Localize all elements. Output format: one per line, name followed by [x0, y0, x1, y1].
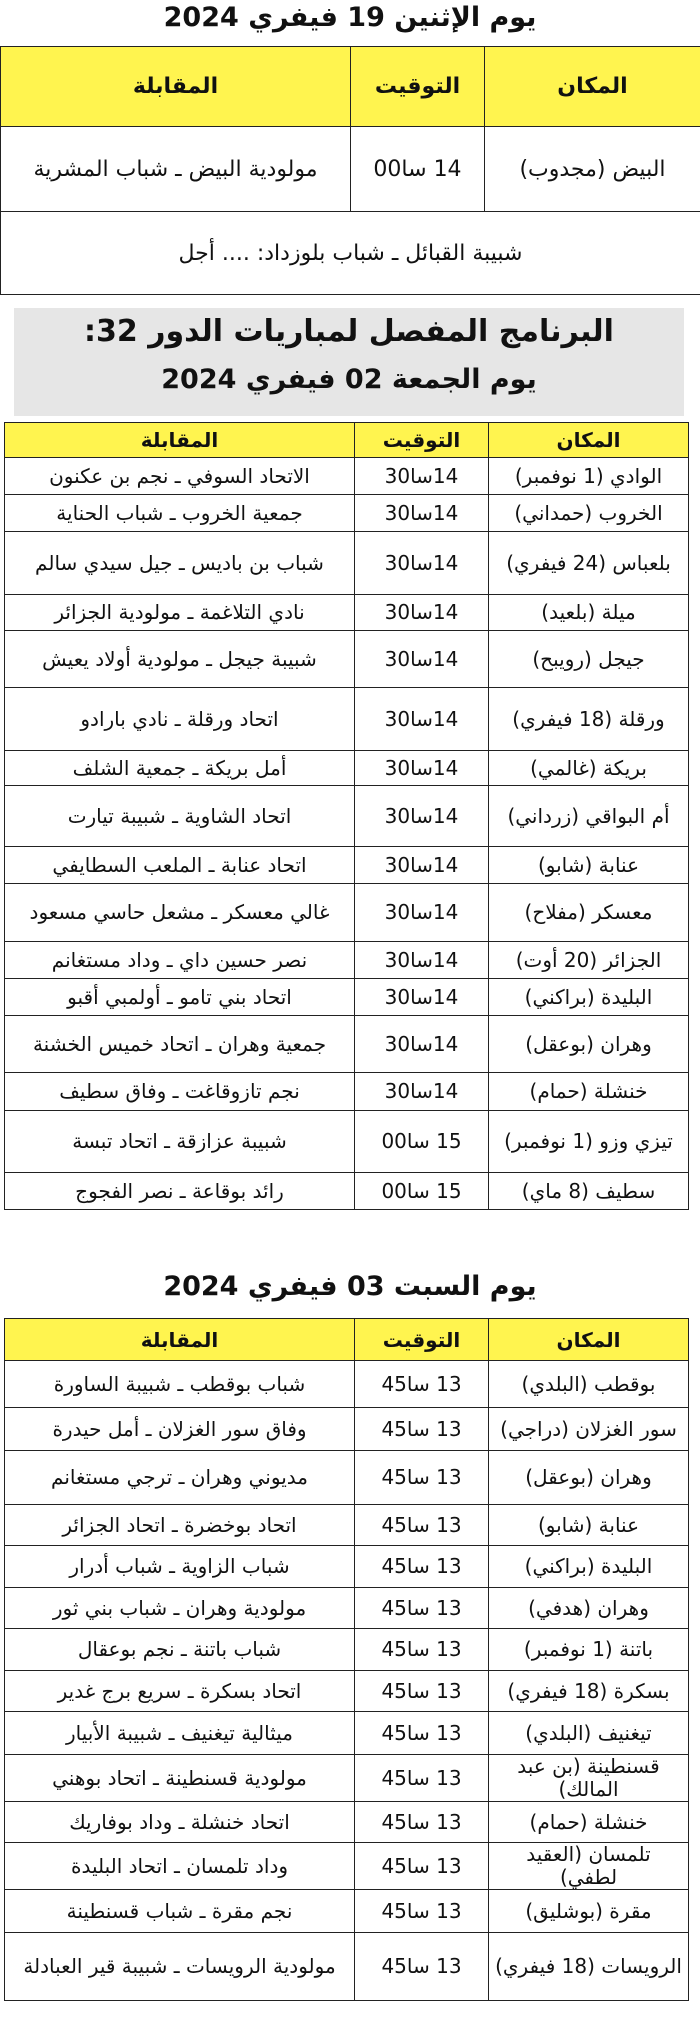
cell-place: قسنطينة (بن عبد المالك) [489, 1755, 689, 1802]
cell-time: 13 سا45 [355, 1843, 489, 1890]
cell-time: 14سا30 [355, 495, 489, 532]
cell-match: شباب بوقطب ـ شبيبة الساورة [5, 1361, 355, 1408]
cell-time: 14سا30 [355, 979, 489, 1016]
cell-match: مولودية قسنطينة ـ اتحاد بوهني [5, 1755, 355, 1802]
cell-place: بسكرة (18 فيفري) [489, 1671, 689, 1712]
header-place: المكان [489, 1319, 689, 1361]
cell-match: وداد تلمسان ـ اتحاد البليدة [5, 1843, 355, 1890]
cell-match: مديوني وهران ـ ترجي مستغانم [5, 1451, 355, 1505]
cell-place: تلمسان (العقيد لطفي) [489, 1843, 689, 1890]
cell-place: ورقلة (18 فيفري) [489, 688, 689, 751]
cell-match: نجم مقرة ـ شباب قسنطينة [5, 1890, 355, 1933]
cell-place: الوادي (1 نوفمبر) [489, 458, 689, 495]
table-row [5, 1361, 689, 1408]
header-match: المقابلة [5, 423, 355, 458]
cell-time: 13 سا45 [355, 1629, 489, 1671]
cell-place: البليدة (براكني) [489, 1546, 689, 1588]
cell-match: جمعية وهران ـ اتحاد خميس الخشنة [5, 1016, 355, 1073]
cell-place: أم البواقي (زرداني) [489, 786, 689, 847]
cell-time: 13 سا45 [355, 1712, 489, 1755]
cell-match: أمل بريكة ـ جمعية الشلف [5, 751, 355, 786]
cell-match: شبيبة جيجل ـ مولودية أولاد يعيش [5, 631, 355, 688]
table-row [5, 1016, 689, 1073]
cell-place: وهران (بوعقل) [489, 1451, 689, 1505]
cell-match: مولودية وهران ـ شباب بني ثور [5, 1588, 355, 1629]
cell-time: 14سا30 [355, 884, 489, 942]
cell-match: وفاق سور الغزلان ـ أمل حيدرة [5, 1408, 355, 1451]
table-row [5, 532, 689, 595]
cell-match: الاتحاد السوفي ـ نجم بن عكنون [5, 458, 355, 495]
cell-time: 14 سا00 [351, 127, 485, 212]
cell-match: شبيبة عزازقة ـ اتحاد تبسة [5, 1111, 355, 1173]
cell-place: سور الغزلان (دراجي) [489, 1408, 689, 1451]
postponed-note: شبيبة القبائل ـ شباب بلوزداد: .... أجل [1, 212, 700, 295]
cell-match: نجم تازوقاغت ـ وفاق سطيف [5, 1073, 355, 1111]
cell-match: مولودية البيض ـ شباب المشرية [1, 127, 351, 212]
cell-place: باتنة (1 نوفمبر) [489, 1629, 689, 1671]
cell-place: الرويسات (18 فيفري) [489, 1933, 689, 2001]
cell-time: 13 سا45 [355, 1933, 489, 2001]
table-row [5, 1755, 689, 1802]
cell-time: 14سا30 [355, 751, 489, 786]
cell-match: شباب الزاوية ـ شباب أدرار [5, 1546, 355, 1588]
cell-time: 13 سا45 [355, 1451, 489, 1505]
cell-place: الخروب (حمداني) [489, 495, 689, 532]
section3-table [4, 1318, 689, 2001]
cell-time: 14سا30 [355, 688, 489, 751]
table-row [5, 1629, 689, 1671]
cell-match: اتحاد خنشلة ـ وداد بوفاريك [5, 1802, 355, 1843]
table-row [5, 1111, 689, 1173]
cell-place: الجزائر (20 أوت) [489, 942, 689, 979]
cell-place: تيزي وزو (1 نوفمبر) [489, 1111, 689, 1173]
table-row [5, 786, 689, 847]
cell-time: 13 سا45 [355, 1671, 489, 1712]
table-row [5, 847, 689, 884]
table-row [5, 1802, 689, 1843]
cell-place: خنشلة (حمام) [489, 1802, 689, 1843]
table-row [5, 1890, 689, 1933]
cell-time: 15 سا00 [355, 1111, 489, 1173]
section1-table [0, 46, 700, 295]
cell-match: اتحاد عنابة ـ الملعب السطايفي [5, 847, 355, 884]
header-match: المقابلة [5, 1319, 355, 1361]
cell-place: البليدة (براكني) [489, 979, 689, 1016]
section3-title: يوم السبت 03 فيفري 2024 [163, 1271, 537, 1302]
cell-place: بلعباس (24 فيفري) [489, 532, 689, 595]
table-row [5, 1451, 689, 1505]
table-row [5, 1671, 689, 1712]
section2-heading-box [14, 308, 684, 416]
cell-time: 13 سا45 [355, 1588, 489, 1629]
cell-place: معسكر (مفلاح) [489, 884, 689, 942]
table-row [5, 751, 689, 786]
cell-time: 14سا30 [355, 532, 489, 595]
table-row [5, 884, 689, 942]
table-row [5, 1712, 689, 1755]
section2-title: يوم الجمعة 02 فيفري 2024 [161, 364, 537, 395]
table-row [5, 688, 689, 751]
cell-place: ميلة (بلعيد) [489, 595, 689, 631]
cell-place: جيجل (رويبح) [489, 631, 689, 688]
cell-match: اتحاد بني تامو ـ أولمبي أقبو [5, 979, 355, 1016]
header-place: المكان [489, 423, 689, 458]
cell-time: 13 سا45 [355, 1755, 489, 1802]
cell-place: عنابة (شابو) [489, 1505, 689, 1546]
cell-match: اتحاد ورقلة ـ نادي بارادو [5, 688, 355, 751]
cell-place: مقرة (بوشليق) [489, 1890, 689, 1933]
cell-match: مولودية الرويسات ـ شبيبة قير العبادلة [5, 1933, 355, 2001]
cell-match: اتحاد الشاوية ـ شبيبة تيارت [5, 786, 355, 847]
cell-place: بوقطب (البلدي) [489, 1361, 689, 1408]
cell-match: شباب باتنة ـ نجم بوعقال [5, 1629, 355, 1671]
table-row [5, 1505, 689, 1546]
header-place: المكان [485, 47, 700, 127]
table-row [1, 127, 700, 212]
table-row [5, 942, 689, 979]
cell-match: ميثالية تيغنيف ـ شبيبة الأبيار [5, 1712, 355, 1755]
cell-place: سطيف (8 ماي) [489, 1173, 689, 1210]
cell-time: 13 سا45 [355, 1361, 489, 1408]
cell-place: وهران (بوعقل) [489, 1016, 689, 1073]
header-match: المقابلة [1, 47, 351, 127]
cell-time: 14سا30 [355, 458, 489, 495]
table-row [5, 495, 689, 532]
table-row [5, 1843, 689, 1890]
cell-place: البيض (مجدوب) [485, 127, 700, 212]
header-time: التوقيت [355, 1319, 489, 1361]
cell-time: 14سا30 [355, 1016, 489, 1073]
table-row [5, 1408, 689, 1451]
cell-time: 13 سا45 [355, 1890, 489, 1933]
cell-time: 14سا30 [355, 1073, 489, 1111]
header-time: التوقيت [355, 423, 489, 458]
table-row [5, 1546, 689, 1588]
cell-time: 14سا30 [355, 942, 489, 979]
section1-title: يوم الإثنين 19 فيفري 2024 [163, 2, 537, 33]
cell-time: 13 سا45 [355, 1546, 489, 1588]
cell-time: 14سا30 [355, 847, 489, 884]
table-row [5, 979, 689, 1016]
cell-place: بريكة (غالمي) [489, 751, 689, 786]
cell-match: اتحاد بسكرة ـ سريع برج غدير [5, 1671, 355, 1712]
cell-match: شباب بن باديس ـ جيل سيدي سالم [5, 532, 355, 595]
cell-place: تيغنيف (البلدي) [489, 1712, 689, 1755]
cell-match: نصر حسين داي ـ وداد مستغانم [5, 942, 355, 979]
cell-match: جمعية الخروب ـ شباب الحناية [5, 495, 355, 532]
section2-table [4, 422, 689, 1210]
cell-match: غالي معسكر ـ مشعل حاسي مسعود [5, 884, 355, 942]
header-time: التوقيت [351, 47, 485, 127]
cell-match: اتحاد بوخضرة ـ اتحاد الجزائر [5, 1505, 355, 1546]
table-row [5, 1173, 689, 1210]
cell-match: رائد بوقاعة ـ نصر الفجوج [5, 1173, 355, 1210]
cell-time: 15 سا00 [355, 1173, 489, 1210]
table-row [5, 631, 689, 688]
table-row [5, 595, 689, 631]
cell-time: 14سا30 [355, 595, 489, 631]
cell-place: عنابة (شابو) [489, 847, 689, 884]
cell-place: وهران (هدفي) [489, 1588, 689, 1629]
note-row [1, 212, 700, 295]
cell-time: 14سا30 [355, 786, 489, 847]
section2-heading: البرنامج المفصل لمباريات الدور 32: [84, 314, 614, 349]
table-row [5, 458, 689, 495]
cell-time: 13 سا45 [355, 1505, 489, 1546]
table-row [5, 1933, 689, 2001]
cell-time: 14سا30 [355, 631, 489, 688]
cell-place: خنشلة (حمام) [489, 1073, 689, 1111]
table-row [5, 1588, 689, 1629]
cell-match: نادي التلاغمة ـ مولودية الجزائر [5, 595, 355, 631]
cell-time: 13 سا45 [355, 1802, 489, 1843]
table-row [5, 1073, 689, 1111]
cell-time: 13 سا45 [355, 1408, 489, 1451]
